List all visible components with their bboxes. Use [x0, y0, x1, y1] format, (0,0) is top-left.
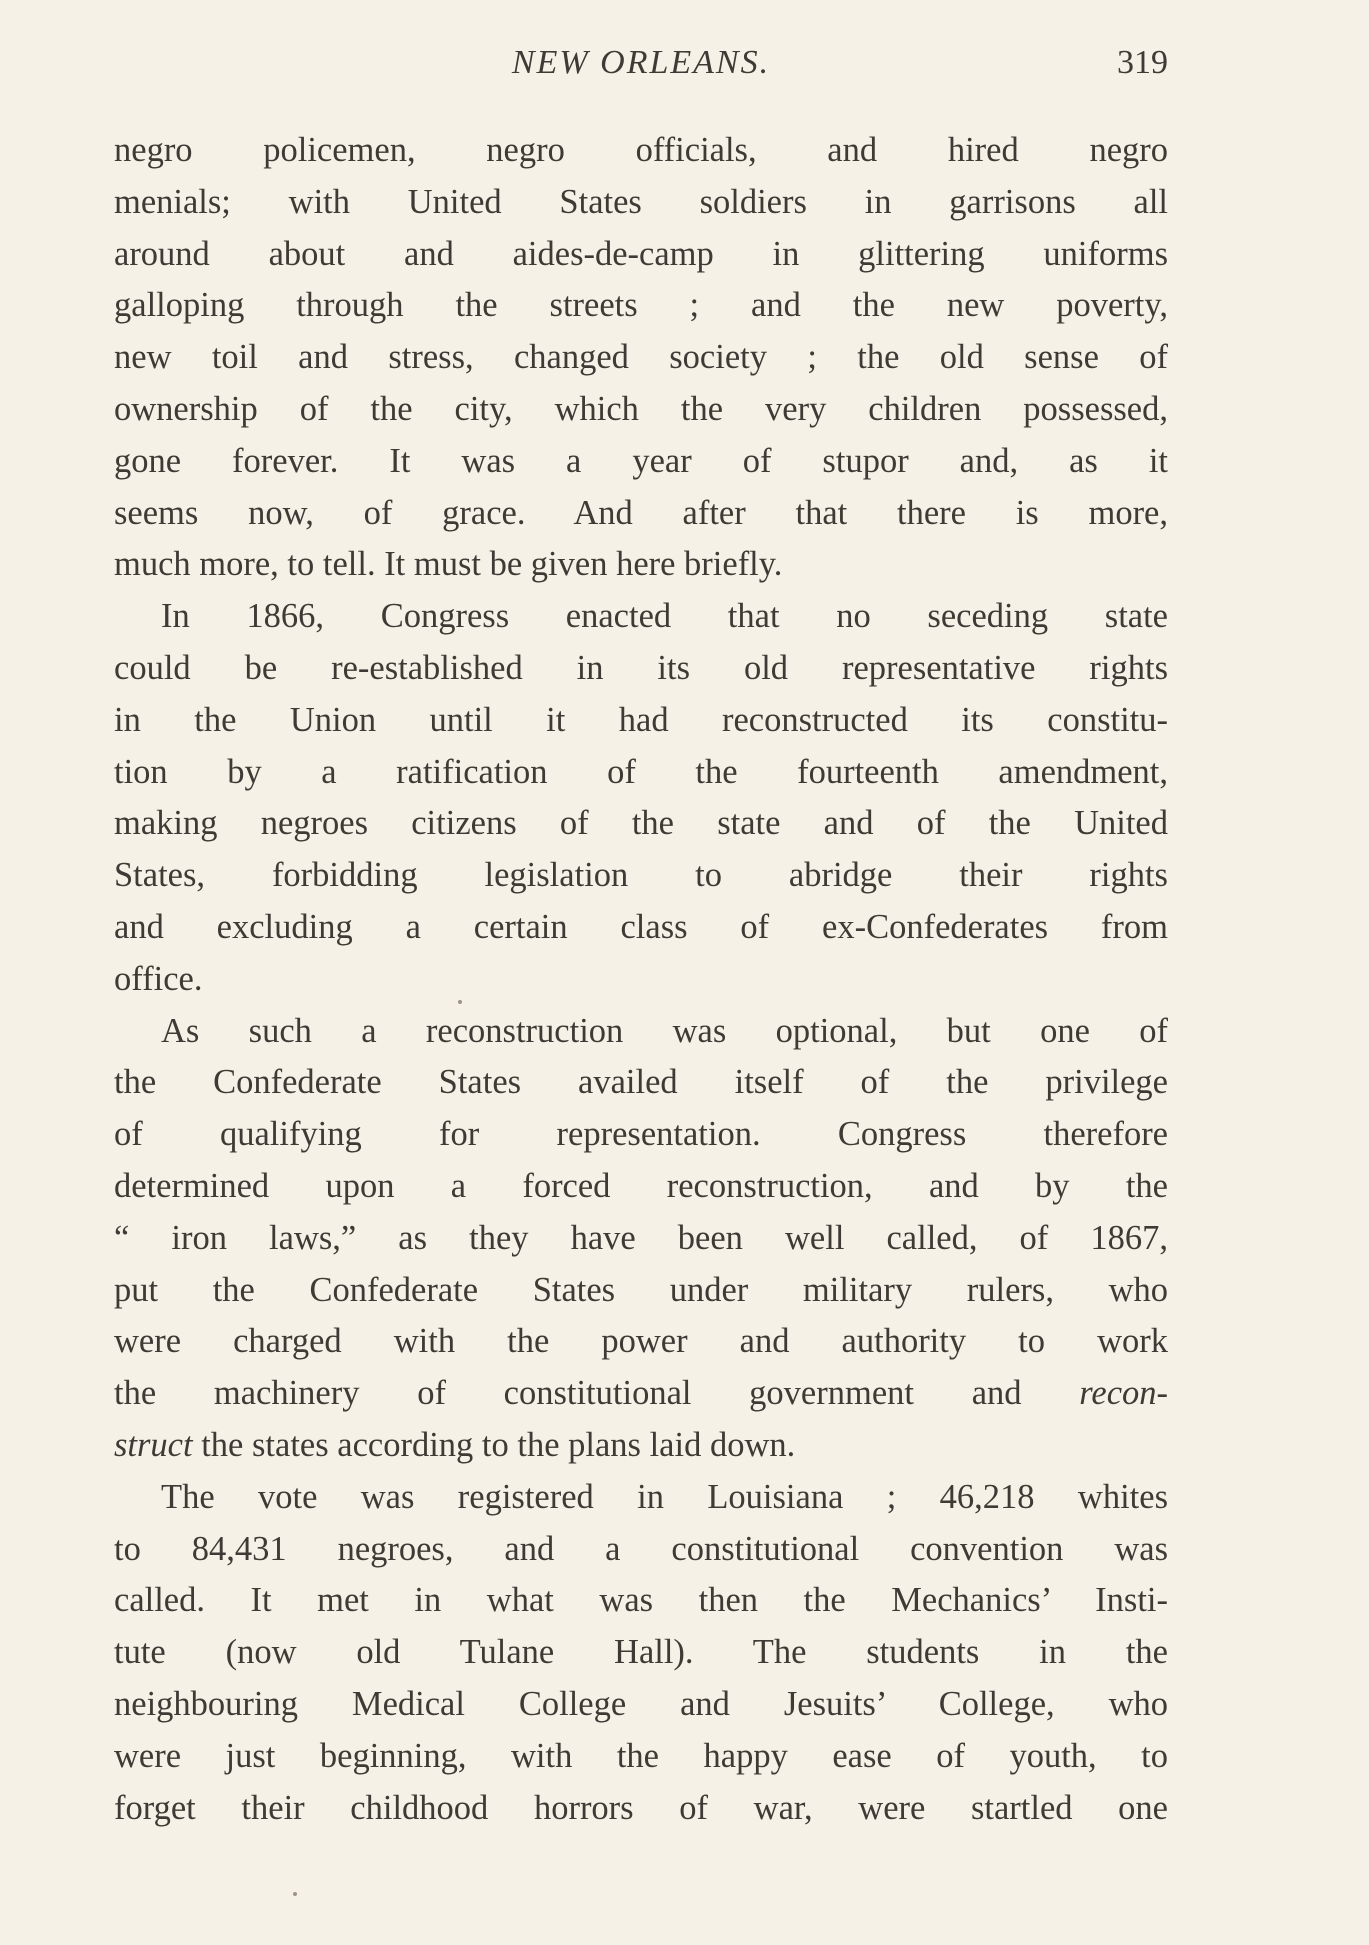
text-line [114, 1420, 1168, 1472]
text-line: making negroes citizens of the state and of the United [114, 804, 1168, 843]
paragraph-start-line: As such a reconstruction was optional, but one of [161, 1011, 1168, 1050]
italic-text-segment: recon- [1079, 1374, 1168, 1413]
paragraph-start-line: In 1866, Congress enacted that no seceding state [161, 597, 1168, 636]
text-line: of qualifying for representation. Congress therefore [114, 1115, 1168, 1154]
text-line: in the Union until it had reconstructed its constitu- [114, 700, 1168, 739]
text-line: to 84,431 negroes, and a constitutional convention was [114, 1529, 1168, 1568]
paper-speck [293, 1892, 297, 1896]
text-line: tion by a ratification of the fourteenth amendment, [114, 752, 1168, 791]
text-line: new toil and stress, changed society ; the old sense of [114, 338, 1168, 377]
running-head [114, 38, 1168, 88]
text-line: were just beginning, with the happy ease of youth, to [114, 1736, 1168, 1775]
text-segment: the machinery of constitutional government and [114, 1374, 1080, 1413]
running-title: NEW ORLEANS. [511, 44, 771, 81]
page-number: 319 [1117, 44, 1168, 81]
text-line: determined upon a forced reconstruction, and by the [114, 1166, 1168, 1205]
text-line: seems now, of grace. And after that there is more, [114, 493, 1168, 532]
text-line: around about and aides-de-camp in glittering uniforms [114, 234, 1168, 273]
italic-text-segment: struct [114, 1425, 193, 1464]
paper-speck [458, 1000, 462, 1004]
text-line: forget their childhood horrors of war, were startled one [114, 1788, 1168, 1827]
text-line: ownership of the city, which the very children possessed, [114, 389, 1168, 428]
text-line [114, 1368, 1168, 1420]
paragraph-start-line: The vote was registered in Louisiana ; 46,218 whites [161, 1477, 1168, 1516]
text-line: negro policemen, negro officials, and hired negro [114, 131, 1168, 169]
text-line: neighbouring Medical College and Jesuits’ College, who [114, 1684, 1168, 1723]
text-line: tute (now old Tulane Hall). The students in the [114, 1633, 1168, 1672]
text-line: the Confederate States availed itself of the privilege [114, 1063, 1168, 1102]
text-line: galloping through the streets ; and the new poverty, [114, 286, 1168, 325]
text-line: and excluding a certain class of ex-Confederates from [114, 907, 1168, 946]
text-line: called. It met in what was then the Mechanics’ Insti- [114, 1581, 1168, 1620]
text-line: menials; with United States soldiers in garrisons all [114, 182, 1168, 221]
text-line: States, forbidding legislation to abridge their rights [114, 856, 1168, 895]
text-line: were charged with the power and authority to work [114, 1322, 1168, 1361]
text-line: gone forever. It was a year of stupor and, as it [114, 441, 1168, 480]
text-line: much more, to tell. It must be given here briefly. [114, 545, 783, 584]
text-line: office. [114, 959, 203, 998]
text-line: put the Confederate States under military rulers, who [114, 1270, 1168, 1309]
text-line: could be re-established in its old representative rights [114, 648, 1168, 687]
text-segment: the states according to the plans laid down. [192, 1425, 796, 1464]
text-line: “ iron laws,” as they have been well called, of 1867, [114, 1218, 1168, 1257]
body-text [114, 125, 1168, 1834]
